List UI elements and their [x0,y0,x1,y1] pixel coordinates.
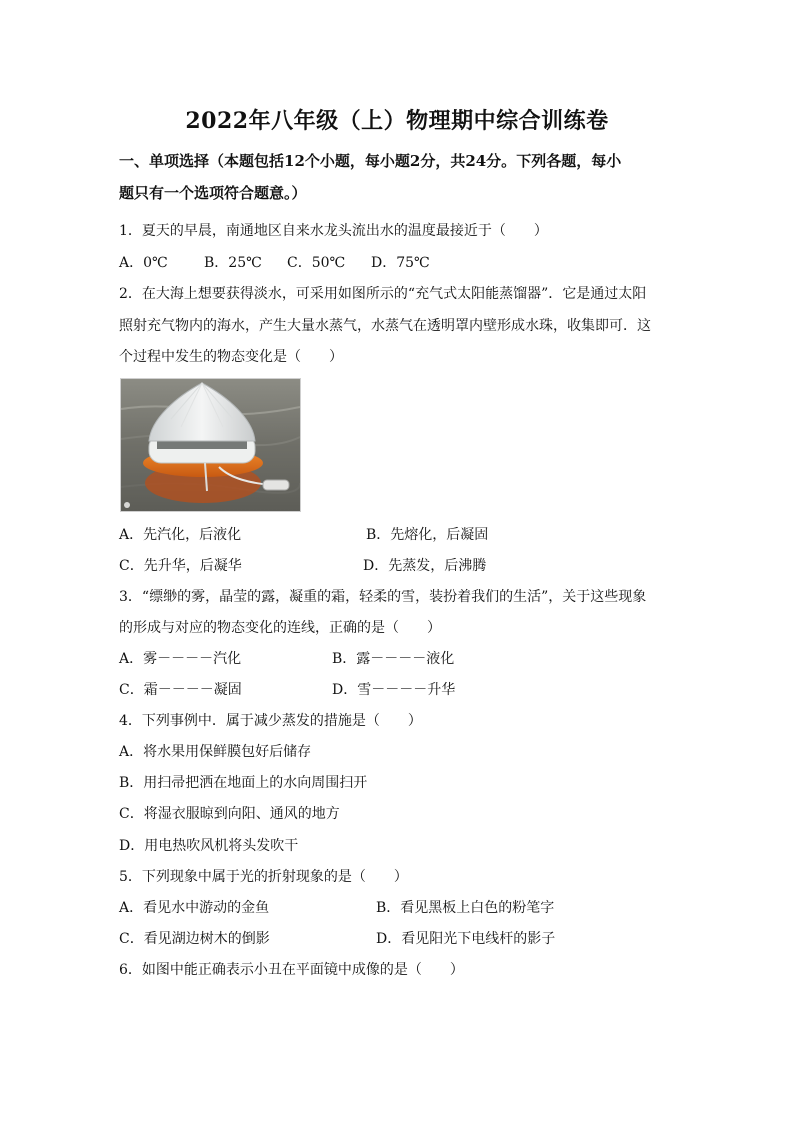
question-5-option-b: B．看见黑板上白色的粉笔字 [376,900,555,916]
question-2-stem-line3: 个过程中发生的物态变化是（ ） [119,349,343,365]
question-3-option-d: D．雪－－－－升华 [332,682,456,698]
question-2-option-c: C．先升华，后凝华 [119,558,242,574]
question-3-option-a: A．雾－－－－汽化 [119,651,242,667]
solar-still-photo [120,378,301,512]
question-1-stem: 1．夏天的早晨，南通地区自来水龙头流出水的温度最接近于（ ） [119,223,548,239]
question-3-option-b: B．露－－－－液化 [332,651,455,667]
question-2-option-b: B．先熔化，后凝固 [366,527,489,543]
section-heading-line1: 一、单项选择（本题包括12个小题，每小题2分，共24分。下列各题，每小 [119,152,622,170]
question-5-stem: 5．下列现象中属于光的折射现象的是（ ） [119,869,408,885]
question-4-option-c: C．将湿衣服晾到向阳、通风的地方 [119,806,340,822]
question-1-option-d: D．75℃ [371,255,430,271]
question-3-stem-line2: 的形成与对应的物态变化的连线，正确的是（ ） [119,620,441,636]
question-4-option-d: D．用电热吹风机将头发吹干 [119,838,299,854]
question-5-option-c: C．看见湖边树木的倒影 [119,931,270,947]
question-1-option-c: C．50℃ [287,255,346,271]
question-1-option-a: A．0℃ [119,255,168,271]
solar-still-illustration [121,379,300,511]
question-3-stem-line1: 3．“缥缈的雾，晶莹的露，凝重的霜，轻柔的雪，装扮着我们的生活”，关于这些现象 [119,589,647,605]
question-2-stem-line2: 照射充气物内的海水，产生大量水蒸气，水蒸气在透明罩内壁形成水珠，收集即可．这 [119,318,651,334]
question-2-option-a: A．先汽化，后液化 [119,527,242,543]
question-4-option-b: B．用扫帚把洒在地面上的水向周围扫开 [119,775,368,791]
question-3-option-c: C．霜－－－－凝固 [119,682,242,698]
question-6-stem: 6．如图中能正确表示小丑在平面镜中成像的是（ ） [119,962,464,978]
question-4-stem: 4．下列事例中．属于减少蒸发的措施是（ ） [119,713,422,729]
question-5-option-a: A．看见水中游动的金鱼 [119,900,270,916]
question-2-option-d: D．先蒸发，后沸腾 [363,558,487,574]
question-4-option-a: A．将水果用保鲜膜包好后储存 [119,744,312,760]
section-heading-line2: 题只有一个选项符合题意。） [119,184,307,202]
page-title: 2022年八年级（上）物理期中综合训练卷 [185,108,609,134]
question-5-option-d: D．看见阳光下电线杆的影子 [376,931,556,947]
question-1-option-b: B．25℃ [204,255,262,271]
question-2-stem-line1: 2．在大海上想要获得淡水，可采用如图所示的“充气式太阳能蒸馏器”．它是通过太阳 [119,286,647,302]
